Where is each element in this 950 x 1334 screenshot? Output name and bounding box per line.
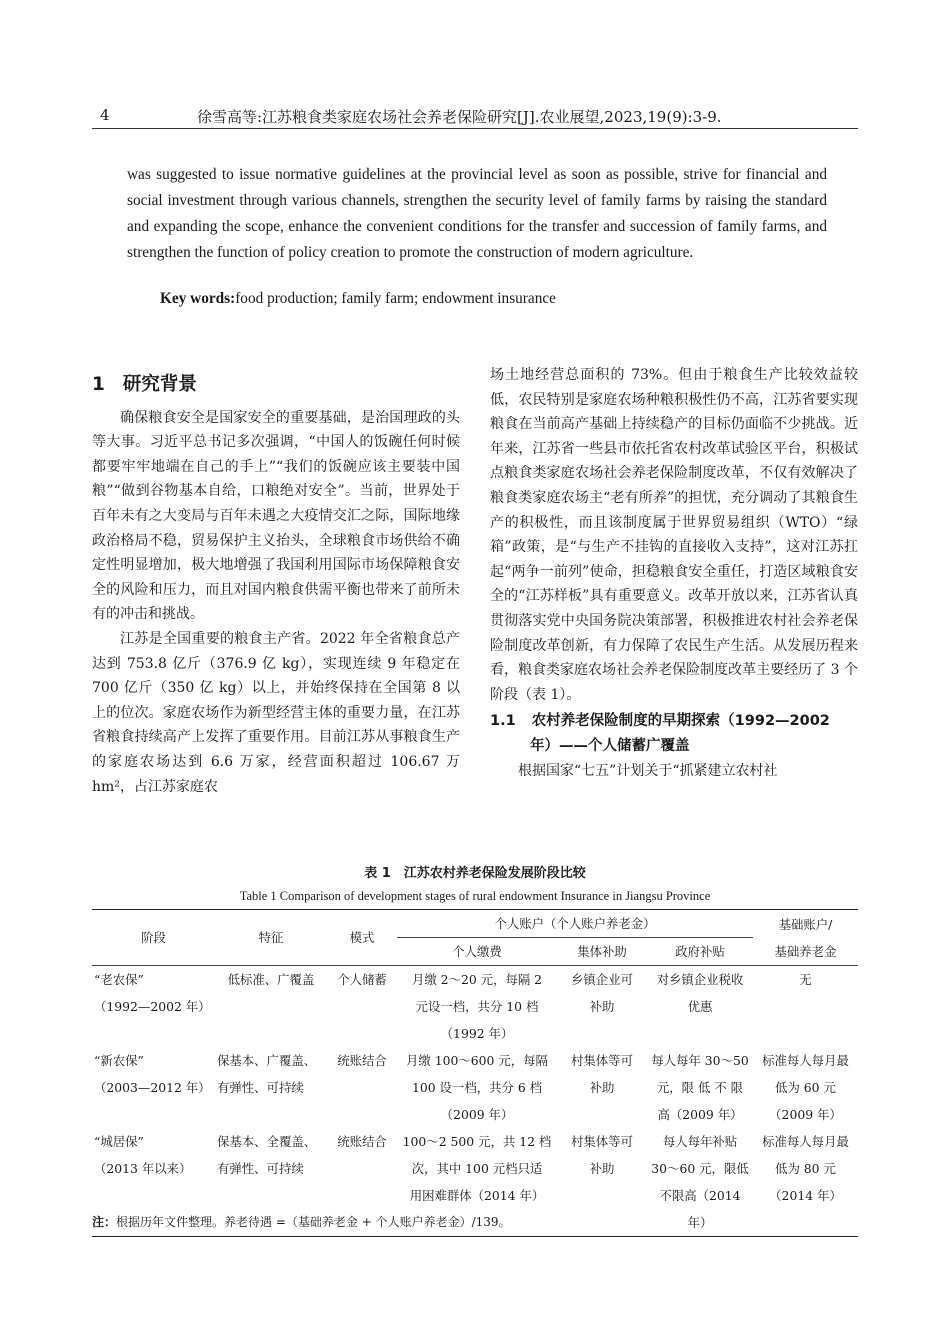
cell-basic: 标准每人每月最 bbox=[762, 1053, 849, 1068]
table-row bbox=[92, 1047, 858, 1128]
cell-mode: 统账结合 bbox=[337, 1053, 387, 1068]
cell-fee: （1992 年） bbox=[440, 1026, 514, 1041]
cell-government: 对乡镇企业税收 bbox=[656, 972, 744, 987]
cell-feature: 保基本、全覆盖、 bbox=[217, 1134, 317, 1149]
cell-basic: 低为 80 元 bbox=[775, 1161, 836, 1176]
cell-stage: “新农保” bbox=[94, 1053, 144, 1068]
section-heading bbox=[92, 373, 460, 398]
cell-stage-years: （2013 年以来） bbox=[94, 1161, 192, 1176]
header-rule bbox=[92, 128, 858, 129]
paragraph: 江苏是全国重要的粮食主产省。2022 年全省粮食总产达到 753.8 亿斤（376.9 亿 kg），实现连续 9 年稳定在 700 亿斤（350 亿 kg）以上，并始终保持在全国第 8 以上的位次。家庭农场作为新型经营主体的重要力量，在江苏省粮食持续高产上发挥了重要作用。目前江苏从事粮食生产的家庭农场达到 6.6 万家，经营面积超过 106.67 万 hm²，占江苏家庭农 bbox=[92, 630, 460, 795]
cell-collective: 乡镇企业可 bbox=[571, 972, 633, 987]
cell-feature: 有弹性、可持续 bbox=[217, 1080, 304, 1095]
cell-basic: 低为 60 元 bbox=[775, 1080, 836, 1095]
cell-fee: 月缴 2～20 元，每隔 2 bbox=[411, 972, 543, 987]
cell-stage: “老农保” bbox=[94, 972, 144, 987]
subsection-number: 1.1 bbox=[490, 713, 516, 730]
cell-fee: 100 设一档，共分 6 档 bbox=[411, 1080, 543, 1095]
cell-fee: 月缴 100～600 元，每隔 bbox=[406, 1053, 548, 1068]
header-personal-account: 个人账户（个人账户养老金） bbox=[397, 910, 753, 938]
header-mode: 模式 bbox=[327, 910, 397, 966]
cell-government: 元，限 低 不 限 bbox=[656, 1080, 744, 1095]
left-column bbox=[92, 373, 460, 799]
cell-government: 不限高（2014 年） bbox=[659, 1188, 741, 1230]
cell-stage-years: （1992—2002 年） bbox=[94, 999, 211, 1014]
cell-stage: “城居保” bbox=[94, 1134, 144, 1149]
header-collective: 集体补助 bbox=[557, 938, 647, 966]
comparison-table bbox=[92, 909, 858, 1237]
cell-stage-years: （2003—2012 年） bbox=[94, 1080, 211, 1095]
header-government: 政府补贴 bbox=[647, 938, 753, 966]
header-feature: 特征 bbox=[215, 910, 327, 966]
table-note-label: 注： bbox=[92, 1215, 117, 1229]
right-column bbox=[490, 363, 858, 783]
cell-collective: 村集体等可 bbox=[571, 1053, 633, 1068]
keywords bbox=[160, 290, 556, 308]
paragraph: 确保粮食安全是国家安全的重要基础，是治国理政的头等大事。习近平总书记多次强调，“中国人的饭碗任何时候都要牢牢地端在自己的手上”“我们的饭碗应该主要装中国粮”“做到谷物基本自给，口粮绝对安全”。当前，世界处于百年未有之大变局与百年未遇之大疫情交汇之际，国际地缘政治格局不稳，贸易保护主义抬头，全球粮食市场供给不确定性明显增加，极大地增强了我国利用国际市场保障粮食安全的风险和压力，而且对国内粮食供需平衡也带来了前所未有的冲击和挑战。 bbox=[92, 409, 460, 623]
header-basic-line1: 基础账户/ bbox=[778, 916, 833, 932]
cell-fee: 次，其中 100 元档只适 bbox=[411, 1161, 543, 1176]
page-number: 4 bbox=[100, 106, 110, 124]
section-number: 1 bbox=[92, 374, 105, 395]
cell-basic: 标准每人每月最 bbox=[762, 1134, 849, 1149]
table-note-text: 根据历年文件整理。养老待遇 =（基础养老金 + 个人账户养老金）/139。 bbox=[116, 1215, 511, 1229]
cell-fee: 100～2 500 元，共 12 档 bbox=[402, 1134, 552, 1149]
subsection-title-line1: 农村养老保险制度的早期探索（1992—2002 bbox=[531, 713, 830, 730]
cell-feature: 保基本、广覆盖、 bbox=[217, 1053, 317, 1068]
table-note bbox=[92, 1213, 511, 1230]
table-caption-cn: 表 1 江苏农村养老保险发展阶段比较 bbox=[364, 866, 586, 881]
cell-government: 优惠 bbox=[687, 999, 713, 1014]
cell-feature: 低标准、广覆盖 bbox=[227, 972, 315, 987]
header-stage: 阶段 bbox=[92, 910, 215, 966]
cell-government: 高（2009 年） bbox=[657, 1107, 743, 1122]
abstract-text: was suggested to issue normative guidelines at the provincial level as soon as possible, strive for financial and social investment through various channels, strengthen the security level of family farms by raising the standard and expanding the scope, enhance the convenient conditions for the transfer and succession of family farms, and strengthen the function of policy creation to promote the construction of modern agriculture. bbox=[127, 166, 827, 261]
paragraph: 场土地经营总面积的 73%。但由于粮食生产比较效益较低，农民特别是家庭农场种粮积极性仍不高，江苏省要实现粮食在当前高产基础上持续稳产的目标仍面临不少挑战。近年来，江苏省一些县市依托省农村改革试验区平台，积极试点粮食类家庭农场社会养老保险制度改革，不仅有效解决了粮食类家庭农场主“老有所养”的担忧，充分调动了其粮食生产的积极性，而且该制度属于世界贸易组织（WTO）“绿箱”政策，是“与生产不挂钩的直接收入支持”，这对江苏扛起“两争一前列”使命，担稳粮食安全重任，打造区域粮食安全的“江苏样板”具有重要意义。改革开放以来，江苏省认真贯彻落实党中央国务院决策部署，积极推进农村社会养老保险制度改革创新，有力保障了农民生产生活。从发展历程来看，粮食类家庭农场社会养老保险制度改革主要经历了 3 个阶段（表 1）。 bbox=[490, 367, 858, 703]
cell-government: 每人每年补贴 bbox=[662, 1134, 738, 1149]
header-basic-line2: 基础养老金 bbox=[774, 943, 837, 959]
cell-fee: （2009 年） bbox=[440, 1107, 514, 1122]
cell-mode: 统账结合 bbox=[337, 1134, 387, 1149]
header-personal-fee: 个人缴费 bbox=[397, 938, 557, 966]
cell-collective: 补助 bbox=[589, 999, 615, 1014]
cell-fee: 用困难群体（2014 年） bbox=[409, 1188, 545, 1203]
header-basic-account bbox=[753, 910, 858, 966]
cell-basic: （2014 年） bbox=[769, 1188, 842, 1203]
cell-collective: 补助 bbox=[589, 1080, 615, 1095]
paragraph: 根据国家“七五”计划关于“抓紧建立农村社 bbox=[518, 762, 778, 779]
cell-collective: 村集体等可 bbox=[571, 1134, 633, 1149]
table-row bbox=[92, 966, 858, 1048]
cell-government: 每人每年 30～50 bbox=[651, 1053, 749, 1068]
keywords-label: Key words: bbox=[160, 290, 236, 307]
cell-basic: 无 bbox=[799, 972, 812, 987]
cell-collective: 补助 bbox=[589, 1161, 615, 1176]
subsection-heading bbox=[490, 709, 858, 758]
cell-government: 30～60 元，限低 bbox=[651, 1161, 749, 1176]
cell-fee: 元设一档，共分 10 档 bbox=[415, 999, 539, 1014]
cell-basic: （2009 年） bbox=[769, 1107, 842, 1122]
section-title: 研究背景 bbox=[122, 374, 197, 395]
cell-feature: 有弹性、可持续 bbox=[217, 1161, 304, 1176]
table-caption-en: Table 1 Comparison of development stages of rural endowment Insurance in Jiangsu Province bbox=[239, 889, 711, 903]
running-header-citation: 徐雪高等:江苏粮食类家庭农场社会养老保险研究[J].农业展望,2023,19(9):3-9. bbox=[197, 108, 722, 126]
subsection-title-line2: 年）——个人储蓄广覆盖 bbox=[530, 737, 690, 754]
keywords-text: food production; family farm; endowment insurance bbox=[235, 290, 556, 307]
cell-mode: 个人储蓄 bbox=[337, 972, 387, 987]
